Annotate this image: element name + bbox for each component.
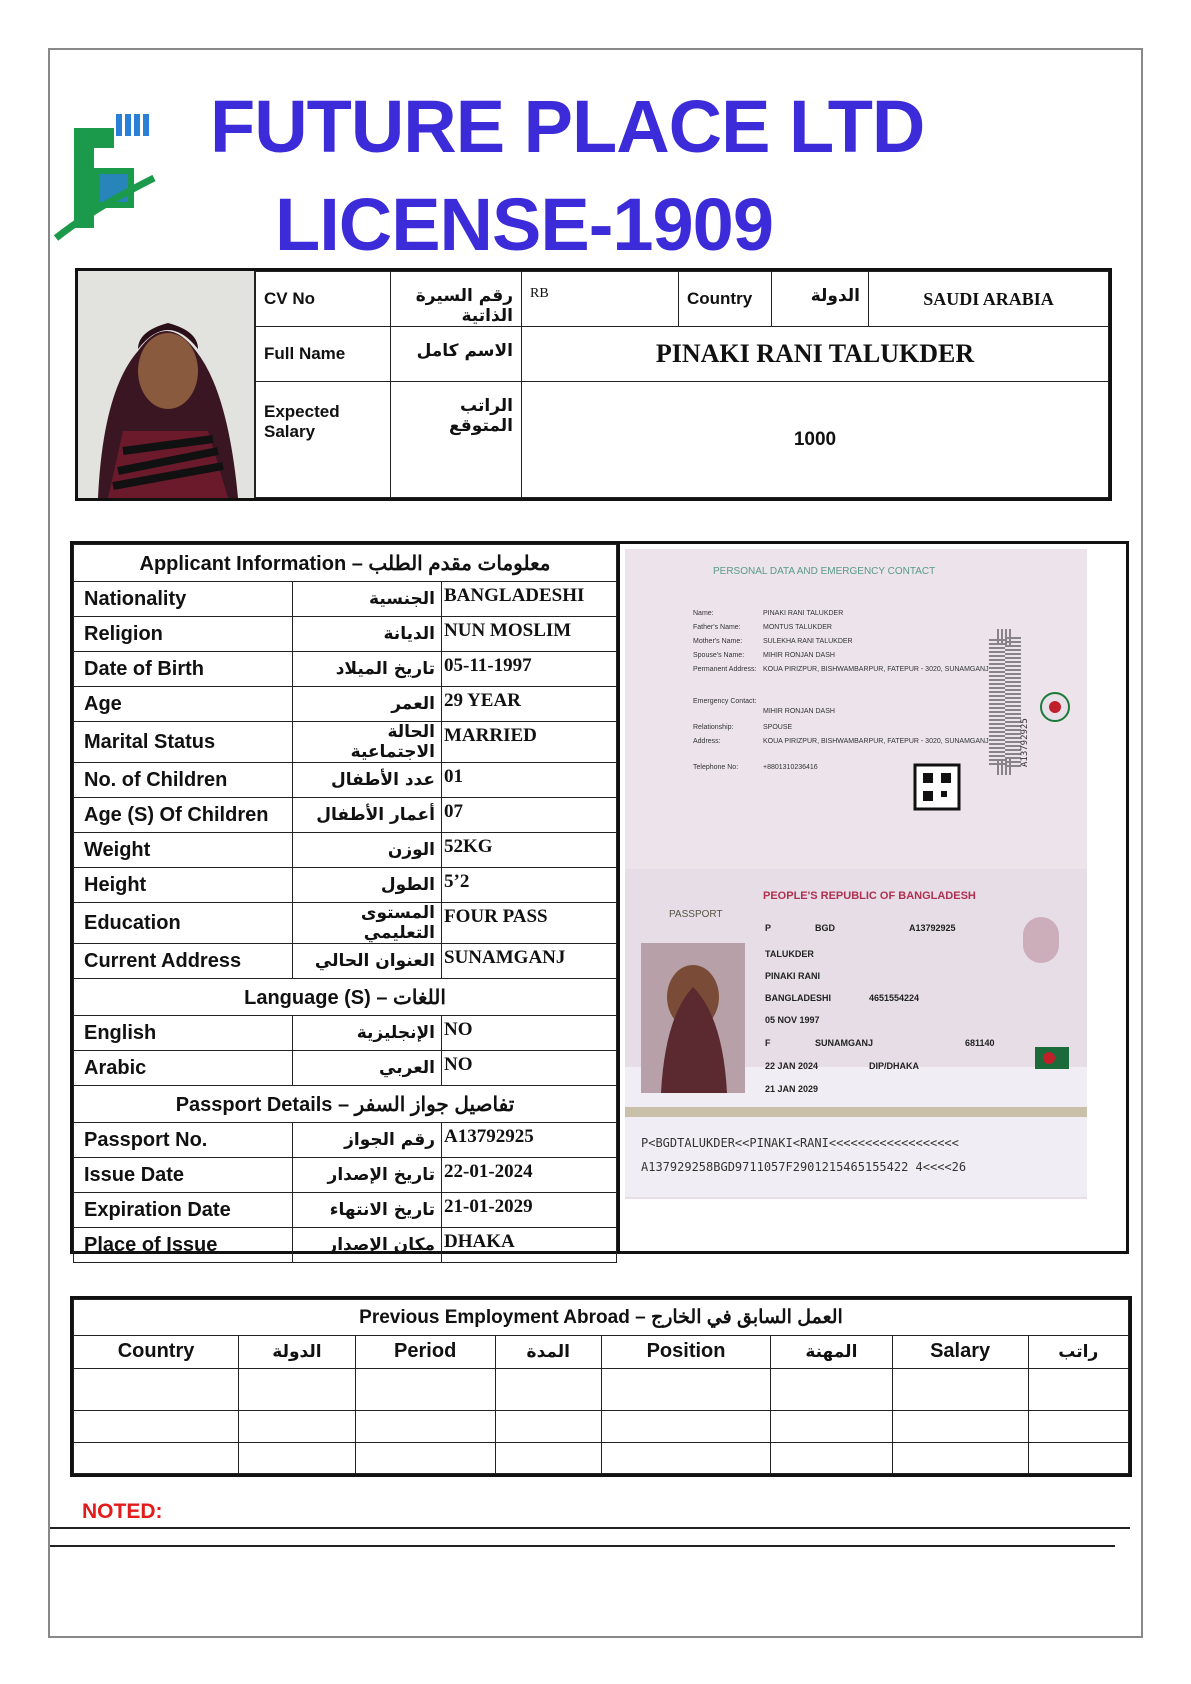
- field-value: MARRIED: [442, 722, 617, 763]
- pp-prev-no: 681140: [965, 1038, 995, 1048]
- field-label: Education: [74, 903, 293, 944]
- pp-passport-word: PASSPORT: [669, 909, 723, 920]
- cv-no-label: CV No: [256, 272, 391, 327]
- applicant-row: [74, 582, 617, 617]
- pp-name-label: Name:: [693, 610, 714, 617]
- field-label: Passport No.: [74, 1123, 293, 1158]
- field-value: 01: [442, 763, 617, 798]
- full-name-label: Full Name: [256, 327, 391, 382]
- field-label: Nationality: [74, 582, 293, 617]
- field-label: Current Address: [74, 944, 293, 979]
- applicant-row: [74, 617, 617, 652]
- field-label: Marital Status: [74, 722, 293, 763]
- passport-scan: [620, 541, 1129, 1254]
- pp-authority: DIP/DHAKA: [869, 1061, 920, 1071]
- pp-e-rel-label: Relationship:: [693, 724, 734, 731]
- pp-phone-label: Telephone No:: [693, 764, 739, 771]
- field-label-ar: العنوان الحالي: [293, 944, 442, 979]
- noted-line: [50, 1527, 1130, 1529]
- field-label: English: [74, 1016, 293, 1051]
- field-label-ar: الديانة: [293, 617, 442, 652]
- country-label-ar: الدولة: [772, 272, 869, 327]
- pp-nationality: BANGLADESHI: [765, 993, 832, 1003]
- field-value: 29 YEAR: [442, 687, 617, 722]
- noted-line: [50, 1545, 1115, 1547]
- field-label-ar: الإنجليزية: [293, 1016, 442, 1051]
- expected-salary-label-ar: الراتب المتوقع: [391, 382, 522, 498]
- full-name-value: PINAKI RANI TALUKDER: [522, 327, 1109, 382]
- field-value: BANGLADESHI: [442, 582, 617, 617]
- employment-row: [74, 1369, 1129, 1411]
- employment-col-header: Country: [74, 1335, 239, 1369]
- field-label-ar: الجنسية: [293, 582, 442, 617]
- company-logo: [54, 108, 164, 248]
- passport-details-title: Passport Details – تفاصيل جواز السفر: [74, 1086, 617, 1123]
- field-value: NO: [442, 1051, 617, 1086]
- field-label-ar: تاريخ الإصدار: [293, 1158, 442, 1193]
- field-value: 22-01-2024: [442, 1158, 617, 1193]
- noted-label: NOTED:: [82, 1500, 163, 1523]
- country-label: Country: [679, 272, 772, 327]
- country-value: SAUDI ARABIA: [869, 272, 1109, 327]
- field-label: Age: [74, 687, 293, 722]
- field-label: No. of Children: [74, 763, 293, 798]
- applicant-row: [74, 1016, 617, 1051]
- pp-mrz-1: P<BGDTALUKDER<<PINAKI<RANI<<<<<<<<<<<<<<<<<<: [641, 1136, 959, 1150]
- pp-side-number: A13792925: [1020, 718, 1030, 767]
- field-label: Weight: [74, 833, 293, 868]
- applicant-row: [74, 1123, 617, 1158]
- employment-col-header-ar: المدة: [495, 1335, 602, 1369]
- field-label-ar: العمر: [293, 687, 442, 722]
- pp-page1-title: PERSONAL DATA AND EMERGENCY CONTACT: [713, 566, 936, 577]
- employment-row: [74, 1411, 1129, 1442]
- field-value: NUN MOSLIM: [442, 617, 617, 652]
- employment-col-header: Period: [355, 1335, 495, 1369]
- cv-no-label-ar: رقم السيرة الذاتية: [391, 272, 522, 327]
- languages-title: Language (S) – اللغات: [74, 979, 617, 1016]
- applicant-row: [74, 763, 617, 798]
- full-name-label-ar: الاسم كامل: [391, 327, 522, 382]
- pp-e-rel: SPOUSE: [763, 724, 793, 731]
- pp-personal-no: 4651554224: [869, 993, 920, 1003]
- pp-surname: TALUKDER: [765, 949, 814, 959]
- pp-spouse-label: Spouse's Name:: [693, 652, 745, 659]
- pp-type: P: [765, 923, 772, 933]
- applicant-photo: [78, 271, 255, 498]
- field-value: DHAKA: [442, 1228, 617, 1263]
- pp-name: PINAKI RANI TALUKDER: [763, 610, 844, 617]
- field-label: Religion: [74, 617, 293, 652]
- expected-salary-label: Expected Salary: [256, 382, 391, 498]
- company-name: FUTURE PLACE LTD: [210, 85, 925, 168]
- field-label-ar: مكان الإصدار: [293, 1228, 442, 1263]
- field-value: 21-01-2029: [442, 1193, 617, 1228]
- license-number: LICENSE-1909: [275, 183, 773, 266]
- field-value: 52KG: [442, 833, 617, 868]
- field-value: SUNAMGANJ: [442, 944, 617, 979]
- previous-employment-table: [70, 1296, 1132, 1477]
- applicant-info-title: Applicant Information – معلومات مقدم الطلب: [74, 545, 617, 582]
- field-value: A13792925: [442, 1123, 617, 1158]
- field-label: Height: [74, 868, 293, 903]
- pp-father-label: Father's Name:: [693, 624, 741, 631]
- applicant-row: [74, 1051, 617, 1086]
- pp-father: MONTUS TALUKDER: [763, 624, 832, 631]
- qr-code-icon: [915, 765, 959, 809]
- field-label-ar: العربي: [293, 1051, 442, 1086]
- pp-country-header: PEOPLE'S REPUBLIC OF BANGLADESH: [763, 890, 976, 902]
- pp-phone: +8801310236416: [763, 764, 818, 771]
- field-label-ar: المستوى التعليمي: [293, 903, 442, 944]
- employment-col-header-ar: الدولة: [239, 1335, 356, 1369]
- applicant-row: [74, 833, 617, 868]
- pp-mrz-2: A137929258BGD9711057F2901215465155422 4<<<<26: [641, 1160, 967, 1174]
- field-label-ar: الحالة الاجتماعية: [293, 722, 442, 763]
- applicant-row: [74, 944, 617, 979]
- employment-col-header: Position: [602, 1335, 771, 1369]
- pp-issue: 22 JAN 2024: [765, 1061, 819, 1071]
- cv-header-box: [75, 268, 1112, 501]
- pp-emergency-label: Emergency Contact:: [693, 698, 757, 705]
- field-label: Expiration Date: [74, 1193, 293, 1228]
- field-label: Arabic: [74, 1051, 293, 1086]
- employment-col-header-ar: راتب: [1028, 1335, 1128, 1369]
- applicant-row: [74, 722, 617, 763]
- applicant-row: [74, 903, 617, 944]
- field-label-ar: الوزن: [293, 833, 442, 868]
- employment-row: [74, 1442, 1129, 1473]
- field-label-ar: تاريخ الميلاد: [293, 652, 442, 687]
- pp-mother-label: Mother's Name:: [693, 638, 743, 645]
- pp-number: A13792925: [909, 923, 956, 933]
- pp-e-name: MIHIR RONJAN DASH: [763, 708, 835, 715]
- pp-given: PINAKI RANI: [765, 971, 821, 981]
- employment-col-header: Salary: [892, 1335, 1028, 1369]
- applicant-row: [74, 652, 617, 687]
- applicant-row: [74, 1158, 617, 1193]
- field-label: Date of Birth: [74, 652, 293, 687]
- applicant-row: [74, 798, 617, 833]
- pp-mother: SULEKHA RANI TALUKDER: [763, 638, 853, 645]
- field-value: 05-11-1997: [442, 652, 617, 687]
- field-label-ar: رقم الجواز: [293, 1123, 442, 1158]
- field-label: Issue Date: [74, 1158, 293, 1193]
- applicant-row: [74, 1228, 617, 1263]
- pp-sex: F: [765, 1038, 771, 1048]
- field-value: FOUR PASS: [442, 903, 617, 944]
- applicant-row: [74, 868, 617, 903]
- pp-spouse: MIHIR RONJAN DASH: [763, 652, 835, 659]
- employment-col-header-ar: المهنة: [771, 1335, 893, 1369]
- employment-title: Previous Employment Abroad – العمل السابق في الخارج: [74, 1300, 1129, 1336]
- expected-salary-value: 1000: [522, 382, 1109, 498]
- field-label: Age (S) Of Children: [74, 798, 293, 833]
- field-label: Place of Issue: [74, 1228, 293, 1263]
- field-label-ar: أعمار الأطفال: [293, 798, 442, 833]
- applicant-row: [74, 687, 617, 722]
- field-value: 5’2: [442, 868, 617, 903]
- pp-dob: 05 NOV 1997: [765, 1015, 820, 1025]
- pp-birth-place: SUNAMGANJ: [815, 1038, 874, 1048]
- pp-address: KOUA PIRIZPUR, BISHWAMBARPUR, FATEPUR - 3020, SUNAMGANJ: [763, 666, 989, 673]
- pp-e-addr-label: Address:: [693, 738, 721, 745]
- pp-e-addr: KOUA PIRIZPUR, BISHWAMBARPUR, FATEPUR - 3020, SUNAMGANJ: [763, 738, 989, 745]
- applicant-info-table: [70, 541, 620, 1254]
- field-label-ar: تاريخ الانتهاء: [293, 1193, 442, 1228]
- cv-no-value: RB: [522, 272, 679, 327]
- field-value: 07: [442, 798, 617, 833]
- field-label-ar: الطول: [293, 868, 442, 903]
- pp-address-label: Permanent Address:: [693, 666, 757, 673]
- applicant-row: [74, 1193, 617, 1228]
- pp-code: BGD: [815, 923, 835, 933]
- field-value: NO: [442, 1016, 617, 1051]
- pp-expiry: 21 JAN 2029: [765, 1084, 819, 1094]
- field-label-ar: عدد الأطفال: [293, 763, 442, 798]
